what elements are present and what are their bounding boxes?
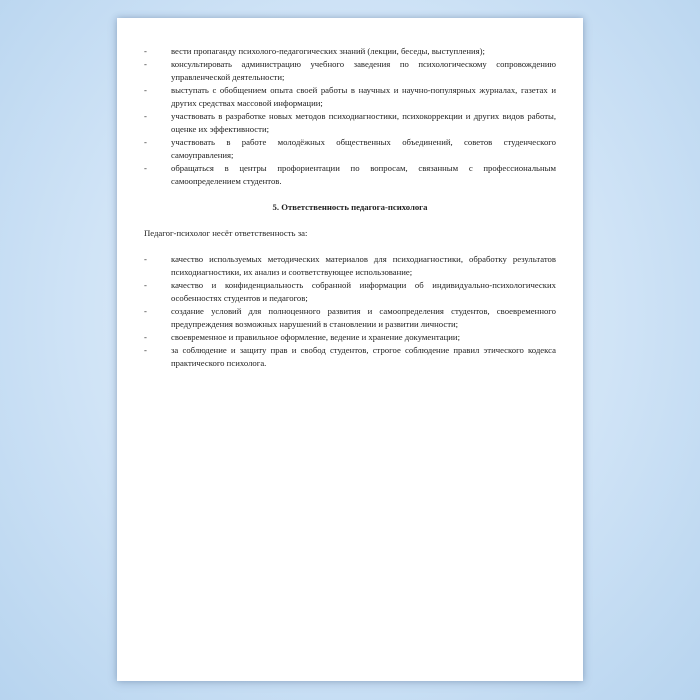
- list-item-text: создание условий для полноценного развития и самоопределения студентов, своевременного предупреждения возможных нарушений в становлении и развитии личности;: [171, 306, 556, 329]
- list-item: [144, 84, 556, 110]
- list-dash: -: [144, 46, 147, 56]
- list-item: [144, 253, 556, 279]
- document-page: [117, 18, 583, 681]
- duties-list: [144, 45, 556, 188]
- list-item-text: участвовать в разработке новых методов психодиагностики, психокоррекции и других видов работы, оценке их эффективности;: [171, 111, 556, 134]
- list-dash: -: [144, 59, 147, 69]
- list-item-text: обращаться в центры профориентации по вопросам, связанным с профессиональным самоопределением студентов.: [171, 163, 556, 186]
- list-item: [144, 58, 556, 84]
- list-item-text: за соблюдение и защиту прав и свобод студентов, строгое соблюдение правил этического кодекса практического психолога.: [171, 345, 556, 368]
- list-item: [144, 344, 556, 370]
- list-dash: -: [144, 137, 147, 147]
- list-item-text: выступать с обобщением опыта своей работы в научных и научно-популярных журналах, газетах и других средствах массовой информации;: [171, 85, 556, 108]
- list-dash: -: [144, 280, 147, 290]
- list-item: [144, 162, 556, 188]
- list-item: [144, 305, 556, 331]
- section-heading: 5. Ответственность педагога-психолога: [272, 202, 428, 212]
- list-dash: -: [144, 254, 147, 264]
- list-item-text: качество используемых методических материалов для психодиагностики, обработку результатов психодиагностики, их анализ и соответствующее использование;: [171, 254, 556, 277]
- list-item: [144, 279, 556, 305]
- responsibility-list: [144, 253, 556, 370]
- list-dash: -: [144, 332, 147, 342]
- list-item-text: вести пропаганду психолого-педагогических знаний (лекции, беседы, выступления);: [171, 46, 485, 56]
- list-item-text: своевременное и правильное оформление, ведение и хранение документации;: [171, 332, 460, 342]
- list-item-text: консультировать администрацию учебного заведения по психологическому сопровождению управленческой деятельности;: [171, 59, 556, 82]
- list-item: [144, 136, 556, 162]
- list-item-text: участвовать в работе молодёжных общественных объединений, советов студенческого самоуправления;: [171, 137, 556, 160]
- section-intro: Педагог-психолог несёт ответственность за:: [144, 228, 308, 238]
- list-dash: -: [144, 163, 147, 173]
- list-dash: -: [144, 111, 147, 121]
- list-dash: -: [144, 85, 147, 95]
- list-item: [144, 45, 556, 58]
- list-item-text: качество и конфиденциальность собранной информации об индивидуально-психологических особенностях студентов и педагогов;: [171, 280, 556, 303]
- list-item: [144, 331, 556, 344]
- list-dash: -: [144, 306, 147, 316]
- list-item: [144, 110, 556, 136]
- list-dash: -: [144, 345, 147, 355]
